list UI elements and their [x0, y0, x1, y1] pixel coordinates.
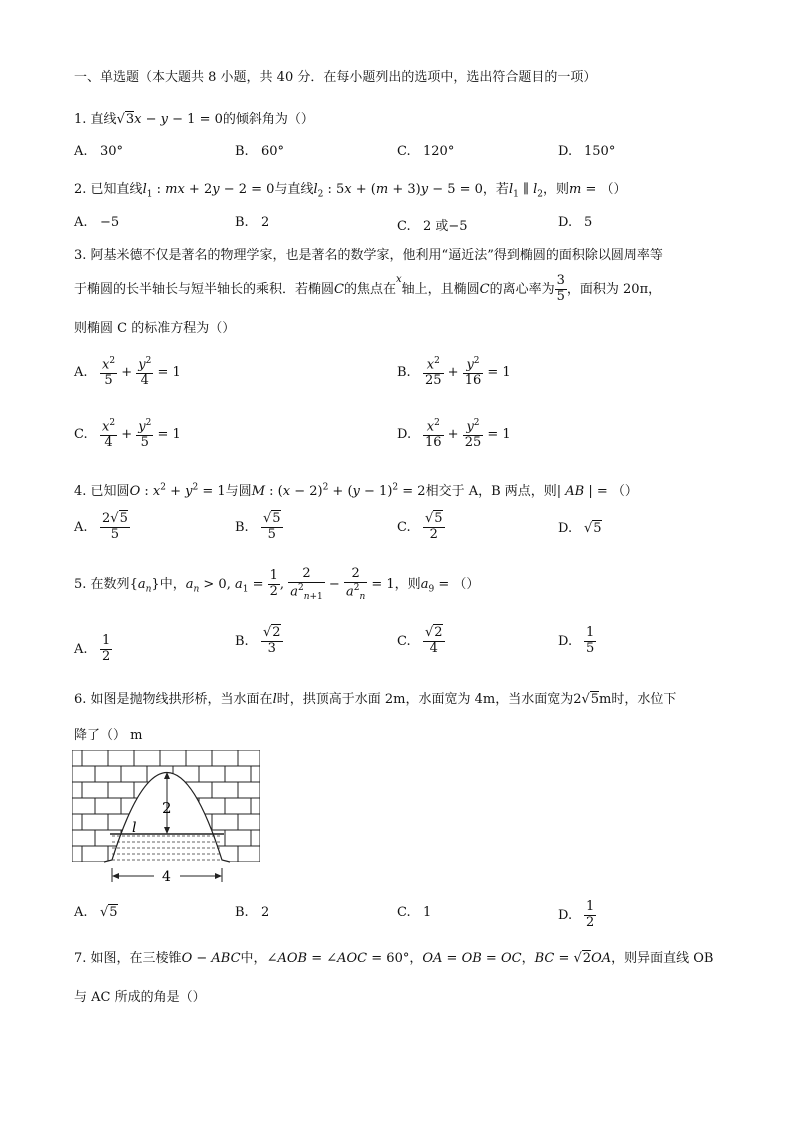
- question-1: [74, 108, 314, 127]
- question-6-line-2: 降了（） m: [74, 728, 143, 743]
- question-7-line-2: 与 AC 所成的角是（）: [74, 990, 206, 1005]
- option-a[interactable]: [74, 144, 123, 159]
- option-equation: $\frac{√5}{5}$: [263, 511, 281, 542]
- question-text: 已知圆: [90, 484, 130, 499]
- question-text: 已知直线: [90, 182, 143, 197]
- option-equation: $\frac{x^2}{5}$ + $\frac{y^2}{4}$ = 1: [102, 356, 181, 389]
- option-b[interactable]: [235, 626, 283, 657]
- question-number: 1.: [74, 112, 87, 127]
- equation: x: [395, 274, 402, 285]
- option-equation: $\frac{√2}{4}$: [425, 625, 443, 656]
- equation: O − ABC: [181, 951, 241, 966]
- option-label: C.: [397, 905, 411, 920]
- question-text: 时，拱顶高于水面 2m，水面宽为 4m，当水面宽为: [276, 692, 574, 707]
- option-c[interactable]: [397, 215, 468, 234]
- question-text: ，则: [543, 182, 570, 197]
- option-equation: $\frac{√2}{3}$: [263, 625, 281, 656]
- question-number: 6.: [74, 692, 87, 707]
- option-b[interactable]: [235, 144, 284, 159]
- question-text: ，面积为 20π，: [566, 281, 662, 297]
- option-label: A.: [74, 905, 88, 920]
- question-text: 如图是抛物线拱形桥，当水面在: [90, 692, 273, 707]
- option-equation: $\frac{1}{5}$: [586, 625, 595, 656]
- equation: M : $(x - 2)^2 + (y - 1)^2 = 2$: [251, 482, 426, 499]
- question-text: 与直线: [274, 182, 314, 197]
- question-text: 与圆: [225, 484, 252, 499]
- question-4: [74, 480, 638, 499]
- option-equation: $\frac{x^2}{25}$ + $\frac{y^2}{16}$ = 1: [425, 356, 511, 389]
- water-surface: [112, 836, 222, 860]
- option-equation: √5: [100, 905, 118, 920]
- option-d[interactable]: [397, 418, 511, 451]
- option-label: A.: [74, 365, 88, 381]
- equation: $l_1$ : mx + 2y − 2 = 0: [142, 182, 275, 200]
- water-label: l: [132, 820, 137, 836]
- option-text: 120°: [423, 144, 455, 159]
- question-number: 5.: [74, 577, 87, 593]
- option-label: C.: [397, 144, 411, 159]
- question-7-line-1: [74, 947, 713, 966]
- question-text: 的倾斜角为（）: [222, 112, 314, 127]
- option-label: A.: [74, 641, 88, 657]
- option-a[interactable]: [74, 634, 112, 665]
- option-text: 2 或−5: [423, 219, 468, 234]
- option-c[interactable]: [74, 418, 181, 451]
- question-text: 中，: [159, 577, 186, 593]
- option-label: D.: [397, 427, 412, 443]
- option-label: C.: [397, 219, 411, 234]
- option-label: B.: [235, 633, 249, 649]
- equation: $a_9$ =: [420, 577, 454, 595]
- question-3-line-2: [74, 274, 661, 305]
- question-text: 相交于 A，B 两点，则: [425, 484, 557, 499]
- arrow-head-left: [112, 873, 119, 879]
- option-text: 30°: [100, 144, 124, 159]
- equation: ∠AOB = ∠AOC = 60°，OA = OB = OC，BC = √2OA: [266, 951, 612, 966]
- equation: $a_n > 0$, $a_1$ = $\frac{1}{2}$ , $\frac{2}{a^2_{n+1}}$ − $\frac{2}{a^2_n}$ = 1: [185, 566, 395, 602]
- option-a[interactable]: [74, 356, 181, 389]
- option-equation: $\frac{x^2}{16}$ + $\frac{y^2}{25}$ = 1: [425, 418, 511, 451]
- arch-bridge-figure: [72, 750, 262, 890]
- arrow-head-down: [164, 827, 170, 834]
- equation: C: [334, 281, 344, 297]
- option-label: A.: [74, 144, 88, 159]
- option-c[interactable]: [397, 905, 431, 920]
- option-label: D.: [558, 144, 573, 159]
- question-text: 的焦点在: [343, 281, 396, 297]
- question-3-line-1: [74, 244, 663, 263]
- question-text: ，则异面直线 OB: [611, 951, 714, 966]
- option-equation: √5: [584, 521, 602, 536]
- equation: m: [569, 182, 582, 197]
- equation: O : $x^2 + y^2 = 1$: [129, 482, 226, 499]
- option-label: C.: [74, 427, 88, 443]
- option-equation: $\frac{√5}{2}$: [425, 511, 443, 542]
- option-label: C.: [397, 633, 411, 649]
- question-number: 2.: [74, 182, 87, 197]
- question-text: 时，水位下: [611, 692, 677, 707]
- question-text: ，则: [394, 577, 421, 593]
- width-label: 4: [162, 869, 171, 885]
- option-text: 2: [261, 905, 270, 920]
- question-text: 如图，在三棱锥: [90, 951, 182, 966]
- option-label: B.: [235, 144, 249, 159]
- equation: $\{a_n\}$: [129, 577, 160, 595]
- section-heading: 一、单选题（本大题共 8 小题，共 40 分．在每小题列出的选项中，选出符合题目的一项）: [74, 70, 597, 85]
- option-c[interactable]: [397, 512, 445, 543]
- arrow-head-right: [215, 873, 222, 879]
- option-b[interactable]: [235, 215, 269, 230]
- option-d[interactable]: [558, 626, 596, 657]
- option-label: C.: [397, 519, 411, 535]
- option-b[interactable]: [235, 512, 283, 543]
- option-a[interactable]: [74, 512, 130, 543]
- question-text: 阿基米德不仅是著名的物理学家，也是著名的数学家，他利用“逼近法”得到椭圆的面积除以圆周率等: [90, 248, 663, 263]
- equation: 2√5m: [573, 692, 612, 707]
- question-5: [74, 567, 479, 602]
- option-c[interactable]: [397, 144, 454, 159]
- equation: √3x − y − 1 = 0: [116, 112, 223, 127]
- option-label: D.: [558, 633, 573, 649]
- question-text: 于椭圆的长半轴长与短半轴长的乘积．若椭圆: [74, 281, 335, 297]
- question-3-line-3: 则椭圆 C 的标准方程为（）: [74, 321, 236, 336]
- option-label: D.: [558, 521, 573, 536]
- option-label: B.: [235, 905, 249, 920]
- question-2: 2. 已知直线$l_1$ : mx + 2y − 2 = 0与直线$l_2$ : 5x + (m + 3)y − 5 = 0，若$l_1$ ∥ $l_2$，则m = （）: [74, 182, 627, 200]
- question-number: 4.: [74, 484, 87, 499]
- option-label: B.: [235, 519, 249, 535]
- question-text: 在数列: [90, 577, 130, 593]
- option-b[interactable]: [397, 356, 511, 389]
- height-label: 2: [162, 799, 172, 817]
- question-text: （）: [453, 577, 480, 593]
- option-equation: $\frac{2√5}{5}$: [102, 511, 128, 542]
- option-equation: $\frac{1}{2}$: [586, 899, 595, 930]
- option-equation: $\frac{1}{2}$: [102, 633, 111, 664]
- option-label: B.: [235, 215, 249, 230]
- option-a[interactable]: [74, 215, 119, 230]
- question-6-line-1: [74, 688, 676, 707]
- equation: l: [272, 692, 277, 707]
- option-b[interactable]: [235, 905, 269, 920]
- question-text: （）: [611, 484, 638, 499]
- option-d[interactable]: [558, 521, 602, 536]
- option-label: D.: [558, 215, 573, 230]
- equation: $l_1$ ∥ $l_2$: [508, 182, 544, 200]
- option-text: 150°: [584, 144, 616, 159]
- option-label: B.: [397, 365, 411, 381]
- equation: C: [479, 281, 490, 297]
- question-text: ，若: [482, 182, 509, 197]
- option-d[interactable]: [558, 144, 615, 159]
- option-d[interactable]: [558, 215, 592, 230]
- option-text: 1: [423, 905, 432, 920]
- question-text: （）: [600, 182, 627, 197]
- option-text: 60°: [261, 144, 285, 159]
- option-a[interactable]: [74, 905, 118, 920]
- option-equation: $\frac{x^2}{4}$ + $\frac{y^2}{5}$ = 1: [102, 418, 181, 451]
- option-label: A.: [74, 215, 88, 230]
- option-c[interactable]: [397, 626, 445, 657]
- equation: $\frac{3}{5}$: [556, 273, 565, 304]
- option-label: D.: [558, 907, 573, 923]
- question-number: 3.: [74, 248, 87, 263]
- option-text: −5: [100, 215, 120, 230]
- question-text: 中，: [240, 951, 267, 966]
- option-text: 5: [584, 215, 593, 230]
- option-label: A.: [74, 519, 88, 535]
- option-text: 2: [261, 215, 270, 230]
- question-text: 的离心率为: [489, 281, 555, 297]
- question-text: 直线: [90, 112, 117, 127]
- equation: | AB | =: [556, 484, 612, 499]
- option-d[interactable]: [558, 900, 596, 931]
- equation: $l_2$ : 5x + (m + 3)y − 5 = 0: [313, 182, 483, 200]
- question-text: 轴上，且椭圆: [401, 281, 480, 297]
- question-number: 7.: [74, 951, 87, 966]
